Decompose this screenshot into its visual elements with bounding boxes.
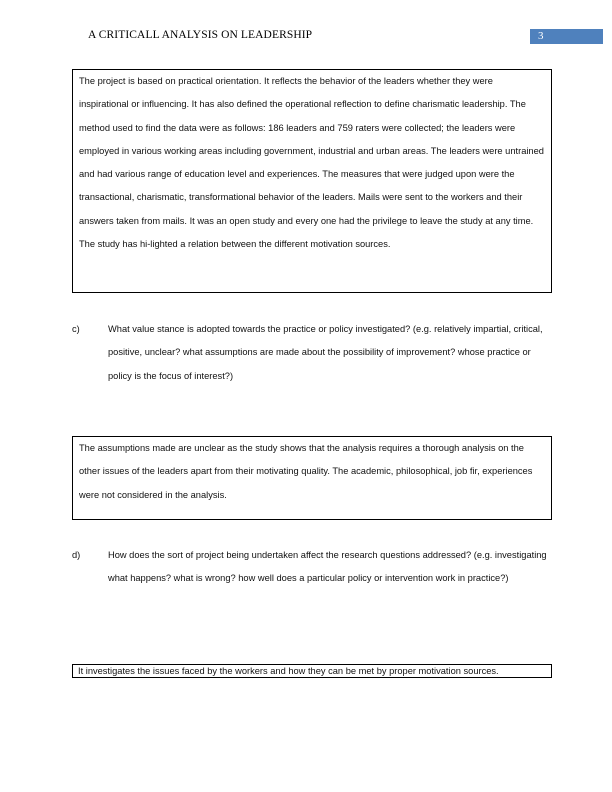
answer-box-b <box>72 69 552 293</box>
answer-text-c: The assumptions made are unclear as the study shows that the analysis requires a thorough analysis on the other issues of the leaders apart from their motivating quality. The academic, philosophical, job fir, experiences were not considered in the analysis. <box>79 443 533 500</box>
question-c <box>72 318 552 388</box>
question-c-text: What value stance is adopted towards the practice or policy investigated? (e.g. relatively impartial, critical, positive, unclear? what assumptions are made about the possibility of improvement? whose practice or policy is the focus of interest?) <box>108 324 543 381</box>
answer-box-c <box>72 436 552 520</box>
question-d-text: How does the sort of project being undertaken affect the research questions addressed? (e.g. investigating what happens? what is wrong? how well does a particular policy or intervention work in practice?) <box>108 550 547 584</box>
answer-text-d: It investigates the issues faced by the workers and how they can be met by proper motivation sources. <box>78 666 499 676</box>
answer-box-d <box>72 664 552 678</box>
question-d-letter: d) <box>72 550 81 560</box>
question-d <box>72 544 552 591</box>
answer-text-b: The project is based on practical orientation. It reflects the behavior of the leaders whether they were inspirational or influencing. It has also defined the operational reflection to define charismatic leadership. The method used to find the data were as follows: 186 leaders and 759 raters were collected; the leaders were employed in various working areas including government, industrial and urban areas. The leaders were untrained and had various range of education level and experiences. The measures that were judged upon were the transactional, charismatic, transformational behavior of the leaders. Mails were sent to the workers and their answers taken from mails. It was an open study and every one had the privilege to leave the study at any time. The study has hi-lighted a relation between the different motivation sources. <box>79 76 544 250</box>
page-number-badge: 3 <box>530 29 603 44</box>
question-c-letter: c) <box>72 324 80 334</box>
running-header-title: A CRITICALL ANALYSIS ON LEADERSHIP <box>88 29 313 41</box>
